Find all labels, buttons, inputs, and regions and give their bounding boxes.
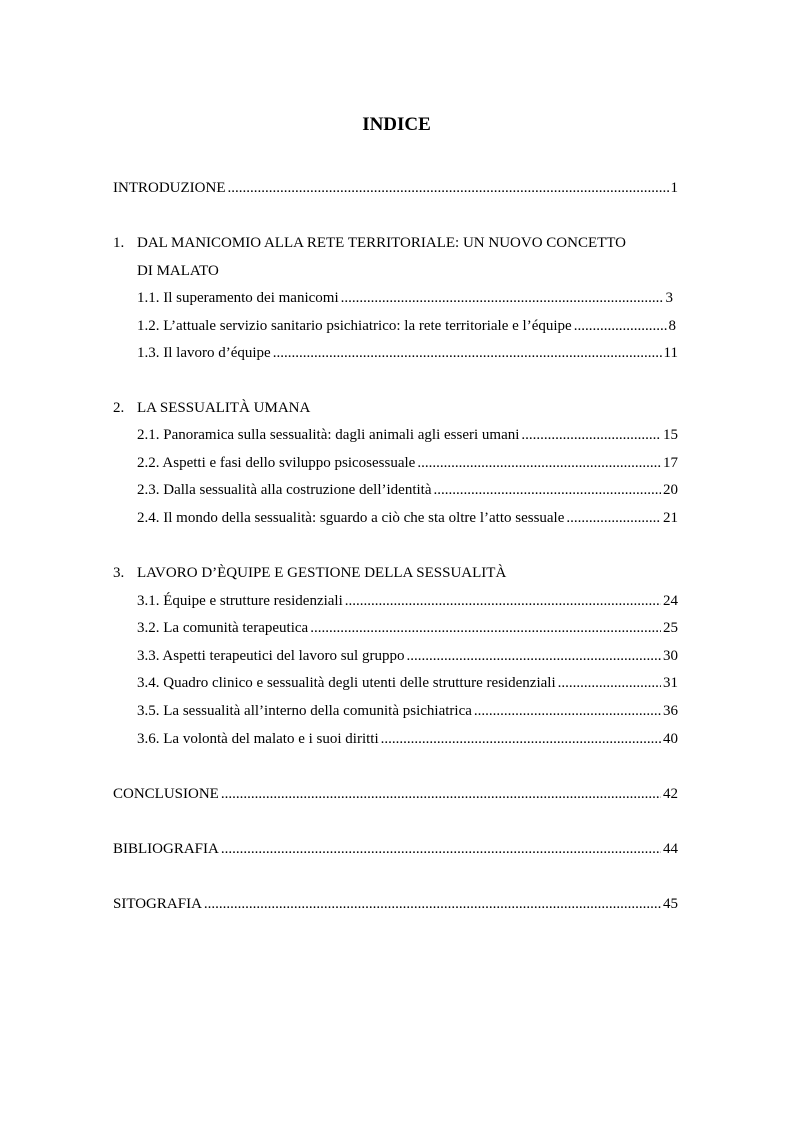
toc-entry-2-4 bbox=[137, 509, 678, 527]
toc-entry-label: 3.6. La volontà del malato e i suoi diritti bbox=[137, 731, 379, 747]
toc-entry-2-3 bbox=[137, 481, 678, 499]
toc-entry-page: 8 bbox=[668, 318, 676, 334]
dot-leader bbox=[434, 481, 662, 499]
dot-leader bbox=[406, 647, 661, 665]
toc-entry-1-3 bbox=[137, 344, 678, 362]
toc-entry-3-4 bbox=[137, 674, 678, 692]
toc-entry-page: 17 bbox=[663, 455, 678, 471]
dot-leader bbox=[417, 454, 661, 472]
dot-leader bbox=[273, 344, 662, 362]
dot-leader bbox=[558, 674, 661, 692]
toc-entry-page: 36 bbox=[663, 703, 678, 719]
toc-entry-1-2 bbox=[137, 317, 676, 335]
toc-entry-page: 45 bbox=[663, 896, 678, 912]
dot-leader bbox=[204, 895, 661, 913]
toc-entry-label: 2.3. Dalla sessualità alla costruzione dell’identità bbox=[137, 482, 432, 498]
chapter-1-heading bbox=[113, 234, 626, 252]
toc-entry-2-2 bbox=[137, 454, 678, 472]
toc-entry-page: 31 bbox=[663, 675, 678, 691]
toc-entry-label: SITOGRAFIA bbox=[113, 896, 202, 912]
dot-leader bbox=[341, 289, 664, 307]
toc-entry-page: 11 bbox=[663, 345, 678, 361]
toc-entry-page: 30 bbox=[663, 648, 678, 664]
toc-entry-page: 42 bbox=[663, 786, 678, 802]
toc-entry-label: INTRODUZIONE bbox=[113, 180, 226, 196]
page-title: INDICE bbox=[362, 114, 431, 135]
toc-entry-3-5 bbox=[137, 702, 678, 720]
toc-entry-label: 2.1. Panoramica sulla sessualità: dagli animali agli esseri umani bbox=[137, 427, 520, 443]
toc-entry-page: 21 bbox=[663, 510, 678, 526]
toc-entry-page: 24 bbox=[663, 593, 678, 609]
chapter-2-heading bbox=[113, 399, 310, 417]
dot-leader bbox=[521, 426, 661, 444]
toc-entry-page: 3 bbox=[665, 290, 673, 306]
toc-entry-label: 3.5. La sessualità all’interno della comunità psichiatrica bbox=[137, 703, 472, 719]
toc-entry-bibliography bbox=[113, 840, 678, 858]
toc-entry-3-3 bbox=[137, 647, 678, 665]
toc-entry-page: 20 bbox=[663, 482, 678, 498]
toc-entry-3-1 bbox=[137, 592, 678, 610]
toc-entry-label: 2.2. Aspetti e fasi dello sviluppo psicosessuale bbox=[137, 455, 416, 471]
chapter-number: 1. bbox=[113, 235, 125, 251]
toc-entry-label: 1.1. Il superamento dei manicomi bbox=[137, 290, 339, 306]
dot-leader bbox=[566, 509, 661, 527]
toc-entry-label: CONCLUSIONE bbox=[113, 786, 219, 802]
toc-entry-label: 1.2. L’attuale servizio sanitario psichiatrico: la rete territoriale e l’équipe bbox=[137, 318, 572, 334]
dot-leader bbox=[381, 730, 661, 748]
dot-leader bbox=[310, 619, 661, 637]
dot-leader bbox=[221, 785, 661, 803]
toc-entry-introduction bbox=[113, 179, 678, 197]
chapter-3-heading bbox=[113, 564, 506, 582]
chapter-title: LAVORO D’ÈQUIPE E GESTIONE DELLA SESSUALITÀ bbox=[137, 565, 507, 581]
toc-entry-label: 3.1. Équipe e strutture residenziali bbox=[137, 593, 343, 609]
chapter-number: 2. bbox=[113, 400, 125, 416]
toc-entry-conclusion bbox=[113, 785, 678, 803]
toc-entry-sitography bbox=[113, 895, 678, 913]
toc-entry-label: BIBLIOGRAFIA bbox=[113, 841, 219, 857]
toc-entry-2-1 bbox=[137, 426, 678, 444]
dot-leader bbox=[345, 592, 661, 610]
toc-entry-label: 2.4. Il mondo della sessualità: sguardo a ciò che sta oltre l’atto sessuale bbox=[137, 510, 565, 526]
toc-entry-1-1 bbox=[137, 289, 673, 307]
dot-leader bbox=[227, 179, 668, 197]
toc-entry-label: 1.3. Il lavoro d’équipe bbox=[137, 345, 271, 361]
chapter-1-heading-cont: DI MALATO bbox=[137, 263, 219, 279]
dot-leader bbox=[574, 317, 667, 335]
toc-entry-page: 44 bbox=[663, 841, 678, 857]
dot-leader bbox=[474, 702, 661, 720]
chapter-number: 3. bbox=[113, 565, 125, 581]
toc-entry-3-6 bbox=[137, 730, 678, 748]
toc-entry-label: 3.3. Aspetti terapeutici del lavoro sul gruppo bbox=[137, 648, 405, 664]
toc-entry-page: 15 bbox=[663, 427, 678, 443]
toc-entry-label: 3.4. Quadro clinico e sessualità degli utenti delle strutture residenziali bbox=[137, 675, 556, 691]
toc-entry-page: 25 bbox=[663, 620, 678, 636]
toc-entry-label: 3.2. La comunità terapeutica bbox=[137, 620, 309, 636]
toc-entry-page: 1 bbox=[670, 180, 678, 196]
chapter-title: DAL MANICOMIO ALLA RETE TERRITORIALE: UN NUOVO CONCETTO bbox=[137, 235, 627, 251]
dot-leader bbox=[221, 840, 661, 858]
chapter-title: LA SESSUALITÀ UMANA bbox=[137, 400, 311, 416]
toc-entry-3-2 bbox=[137, 619, 678, 637]
toc-entry-page: 40 bbox=[663, 731, 678, 747]
